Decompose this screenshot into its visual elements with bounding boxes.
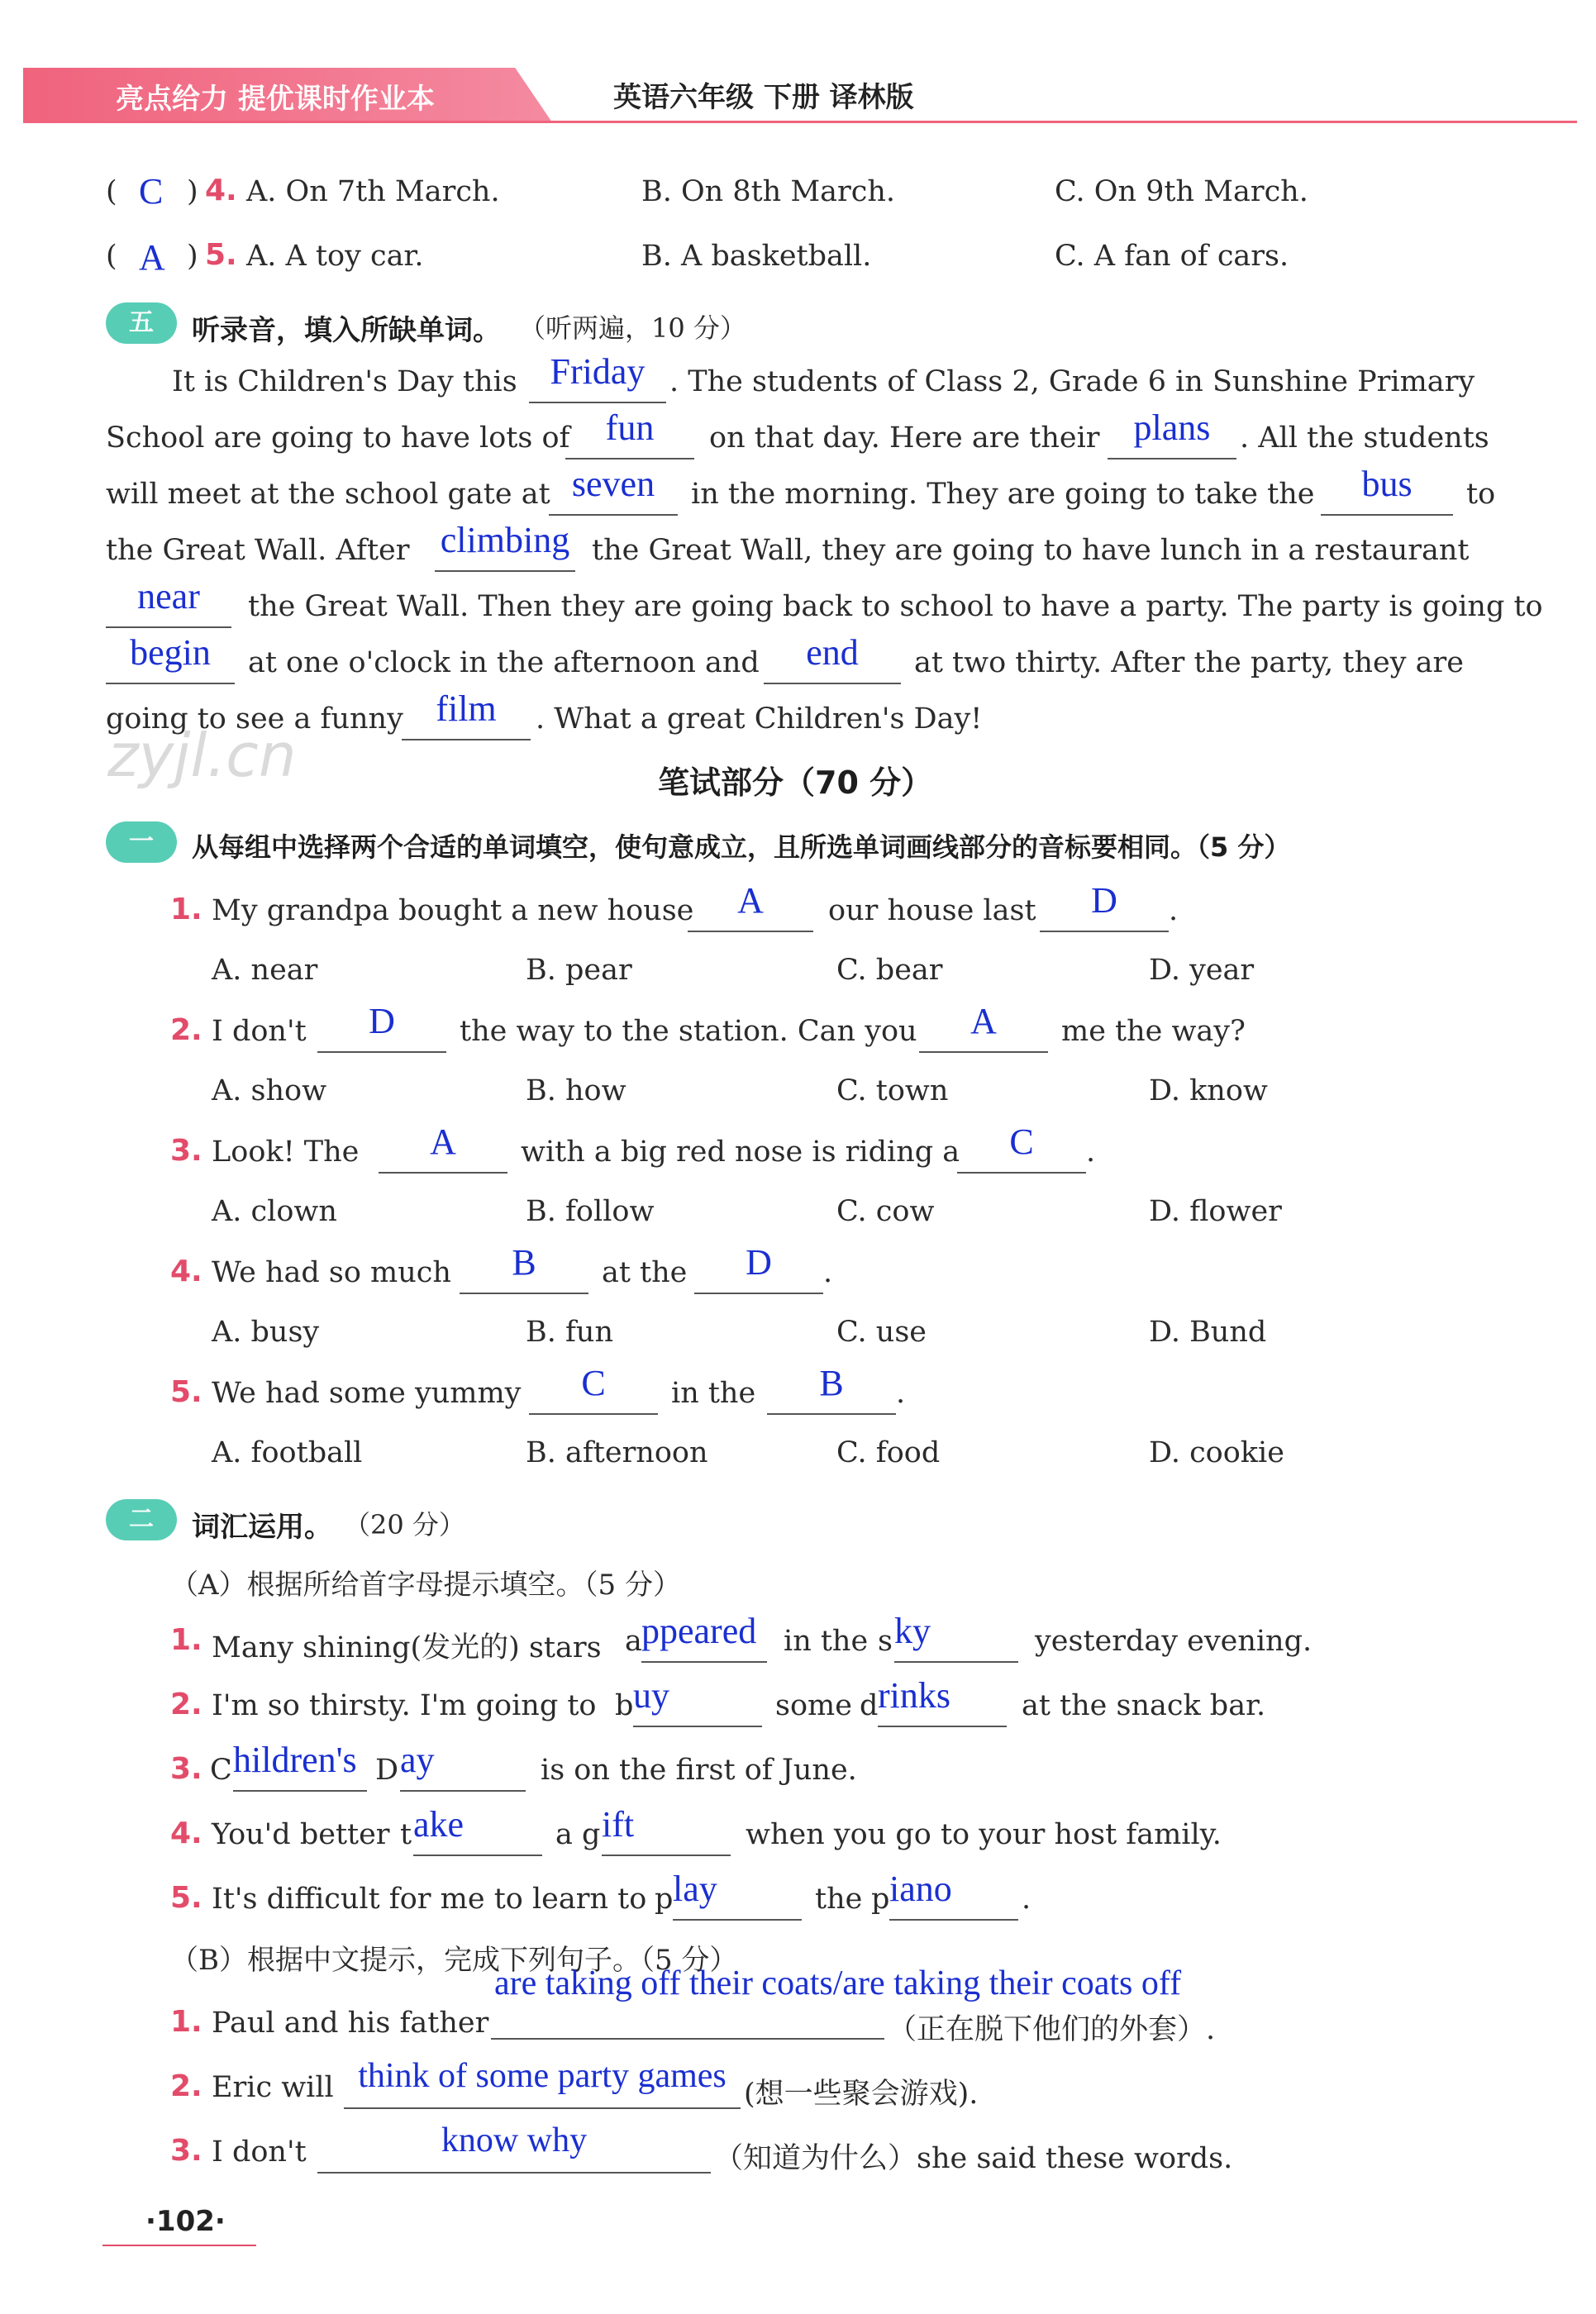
page-number: ·102· [145,2205,226,2238]
section-badge: 一 [106,821,177,863]
blank-answer: think of some party games [344,2061,741,2109]
blank-answer: film [402,693,531,740]
blank-answer: C [957,1126,1086,1174]
blank-answer: C [529,1367,658,1415]
blank-answer: D [317,1005,446,1053]
option-a: A. A toy car. [246,240,424,273]
section-title: 从每组中选择两个合适的单词填空，使句意成立，且所选单词画线部分的音标要相同。（5 分） [192,831,1291,863]
answer-line [491,2038,884,2040]
blank-answer: rinks [878,1679,1007,1727]
blank-answer: iano [889,1873,1018,1921]
blank-answer: D [694,1246,823,1294]
book-title: 英语六年级 下册 译林版 [613,81,914,114]
blank-answer: lay [673,1873,802,1921]
blank-answer: A [379,1126,507,1174]
blank-answer: A [919,1005,1048,1053]
blank-answer: fun [565,412,694,459]
blank-answer: hildren's [233,1744,367,1792]
choice-answer: C [139,171,164,212]
section-badge: 五 [106,302,177,344]
page-number-underline [102,2245,256,2246]
blank-answer: ky [894,1615,1018,1663]
blank-answer: Friday [529,355,666,403]
blank-answer: bus [1321,468,1453,516]
option-c: C. A fan of cars. [1055,240,1289,273]
option-c: C. On 9th March. [1055,175,1308,208]
part-b-heading: （B）根据中文提示，完成下列句子。（5 分） [170,1944,738,1977]
blank-answer: B [460,1246,588,1294]
blank-answer: ake [413,1808,542,1856]
written-answer: are taking off their coats/are taking their coats off [494,1964,1182,2002]
blank-answer: end [764,636,901,684]
section-title: 听录音，填入所缺单词。 [192,314,501,347]
section-badge: 二 [106,1499,177,1540]
blank-answer: ppeared [641,1615,767,1663]
workbook-page: 亮点给力 提优课时作业本 英语六年级 下册 译林版 ( C ) 4. A. On 7th March. B. On 8th March. C. On 9th March. ( A ) 5. A. A toy car. B. A basketball. C. A fan of cars. 五 听录音，填入所缺单词。 （听两遍，10 分） It is Children's Day this Friday . The students of Class 2, Grade 6 in Sunshine Primary School are going to have lots of fun on that day. Here are their plans . All the students will meet at the school gate at seven in the morning. They are going to take the bus to the Great Wall. After climbing the Great Wall, they are going to have lunch in a restaurant near the Great Wall. Then they are going back to school to have a party. The party is going to begin at one o'clock in the afternoon and end at two thirty. After the party, they are going to see a funny film . What a great Children's Day! zyjl.cn 笔试部分（70 分） 一 从每组中选择两个合适的单词填空，使句意成立，且所选单词画线部分的音标要相同。（5 分） 1. My grandpa bought a new house A our house last D . A. near B. pear C. bear D. year 2. I don't D the way to the station. Can you A me the way? A. show B. how C. town D. know 3. Look! The A with a big red nose is riding a C . A. clown B. follow C. cow D. flower 4. We had so much B at the D . A. busy B. fun C. use D. Bund 5. We had some yummy C in the B . A. football B. afternoon C. food D. cookie 二 词汇运用。 （20 分） （A）根据所给首字母提示填空。（5 分） 1. Many shining(发光的) stars a ppeared in the s ky yesterday evening. 2. I'm so thirsty. I'm going to b uy some d rinks at the snack bar. 3. C hildren's D ay is on the first of June. 4. You'd better t ake a g ift when you go to your host family. 5. It's difficult for me to learn to p lay the p iano . （B）根据中文提示，完成下列句子。（5 分） are taking off their coats/are taking their coats off 1. Paul and his father （正在脱下他们的外套）. 2. Eric will think of some party games (想一些聚会游戏). 3. I don't know why （知道为什么）she said these words. ·102· [0,0,1596,2314]
blank-answer: seven [549,468,678,516]
blank-answer: ay [400,1744,526,1792]
blank-answer: uy [633,1679,762,1727]
watermark: zyjl.cn [107,721,297,790]
series-title: 亮点给力 提优课时作业本 [116,83,435,116]
blank-answer: near [106,580,231,628]
blank-answer: know why [317,2126,711,2174]
option-a: A. On 7th March. [246,175,500,208]
section-note: （听两遍，10 分） [519,312,746,344]
blank-answer: D [1040,884,1169,932]
option-b: B. A basketball. [641,240,872,273]
blank-answer: ift [602,1808,731,1856]
choice-answer: A [139,237,165,278]
blank-answer: B [767,1367,896,1415]
section-note: （20 分） [344,1509,465,1540]
section-title: 词汇运用。 [192,1511,332,1544]
part-a-heading: （A）根据所给首字母提示填空。（5 分） [170,1569,681,1602]
blank-answer: plans [1108,412,1236,459]
blank-answer: begin [106,636,235,684]
header-divider [23,121,1577,123]
written-part-heading: 笔试部分（70 分） [658,764,933,801]
blank-answer: A [688,884,813,932]
option-b: B. On 8th March. [641,175,896,208]
blank-answer: climbing [435,524,575,572]
